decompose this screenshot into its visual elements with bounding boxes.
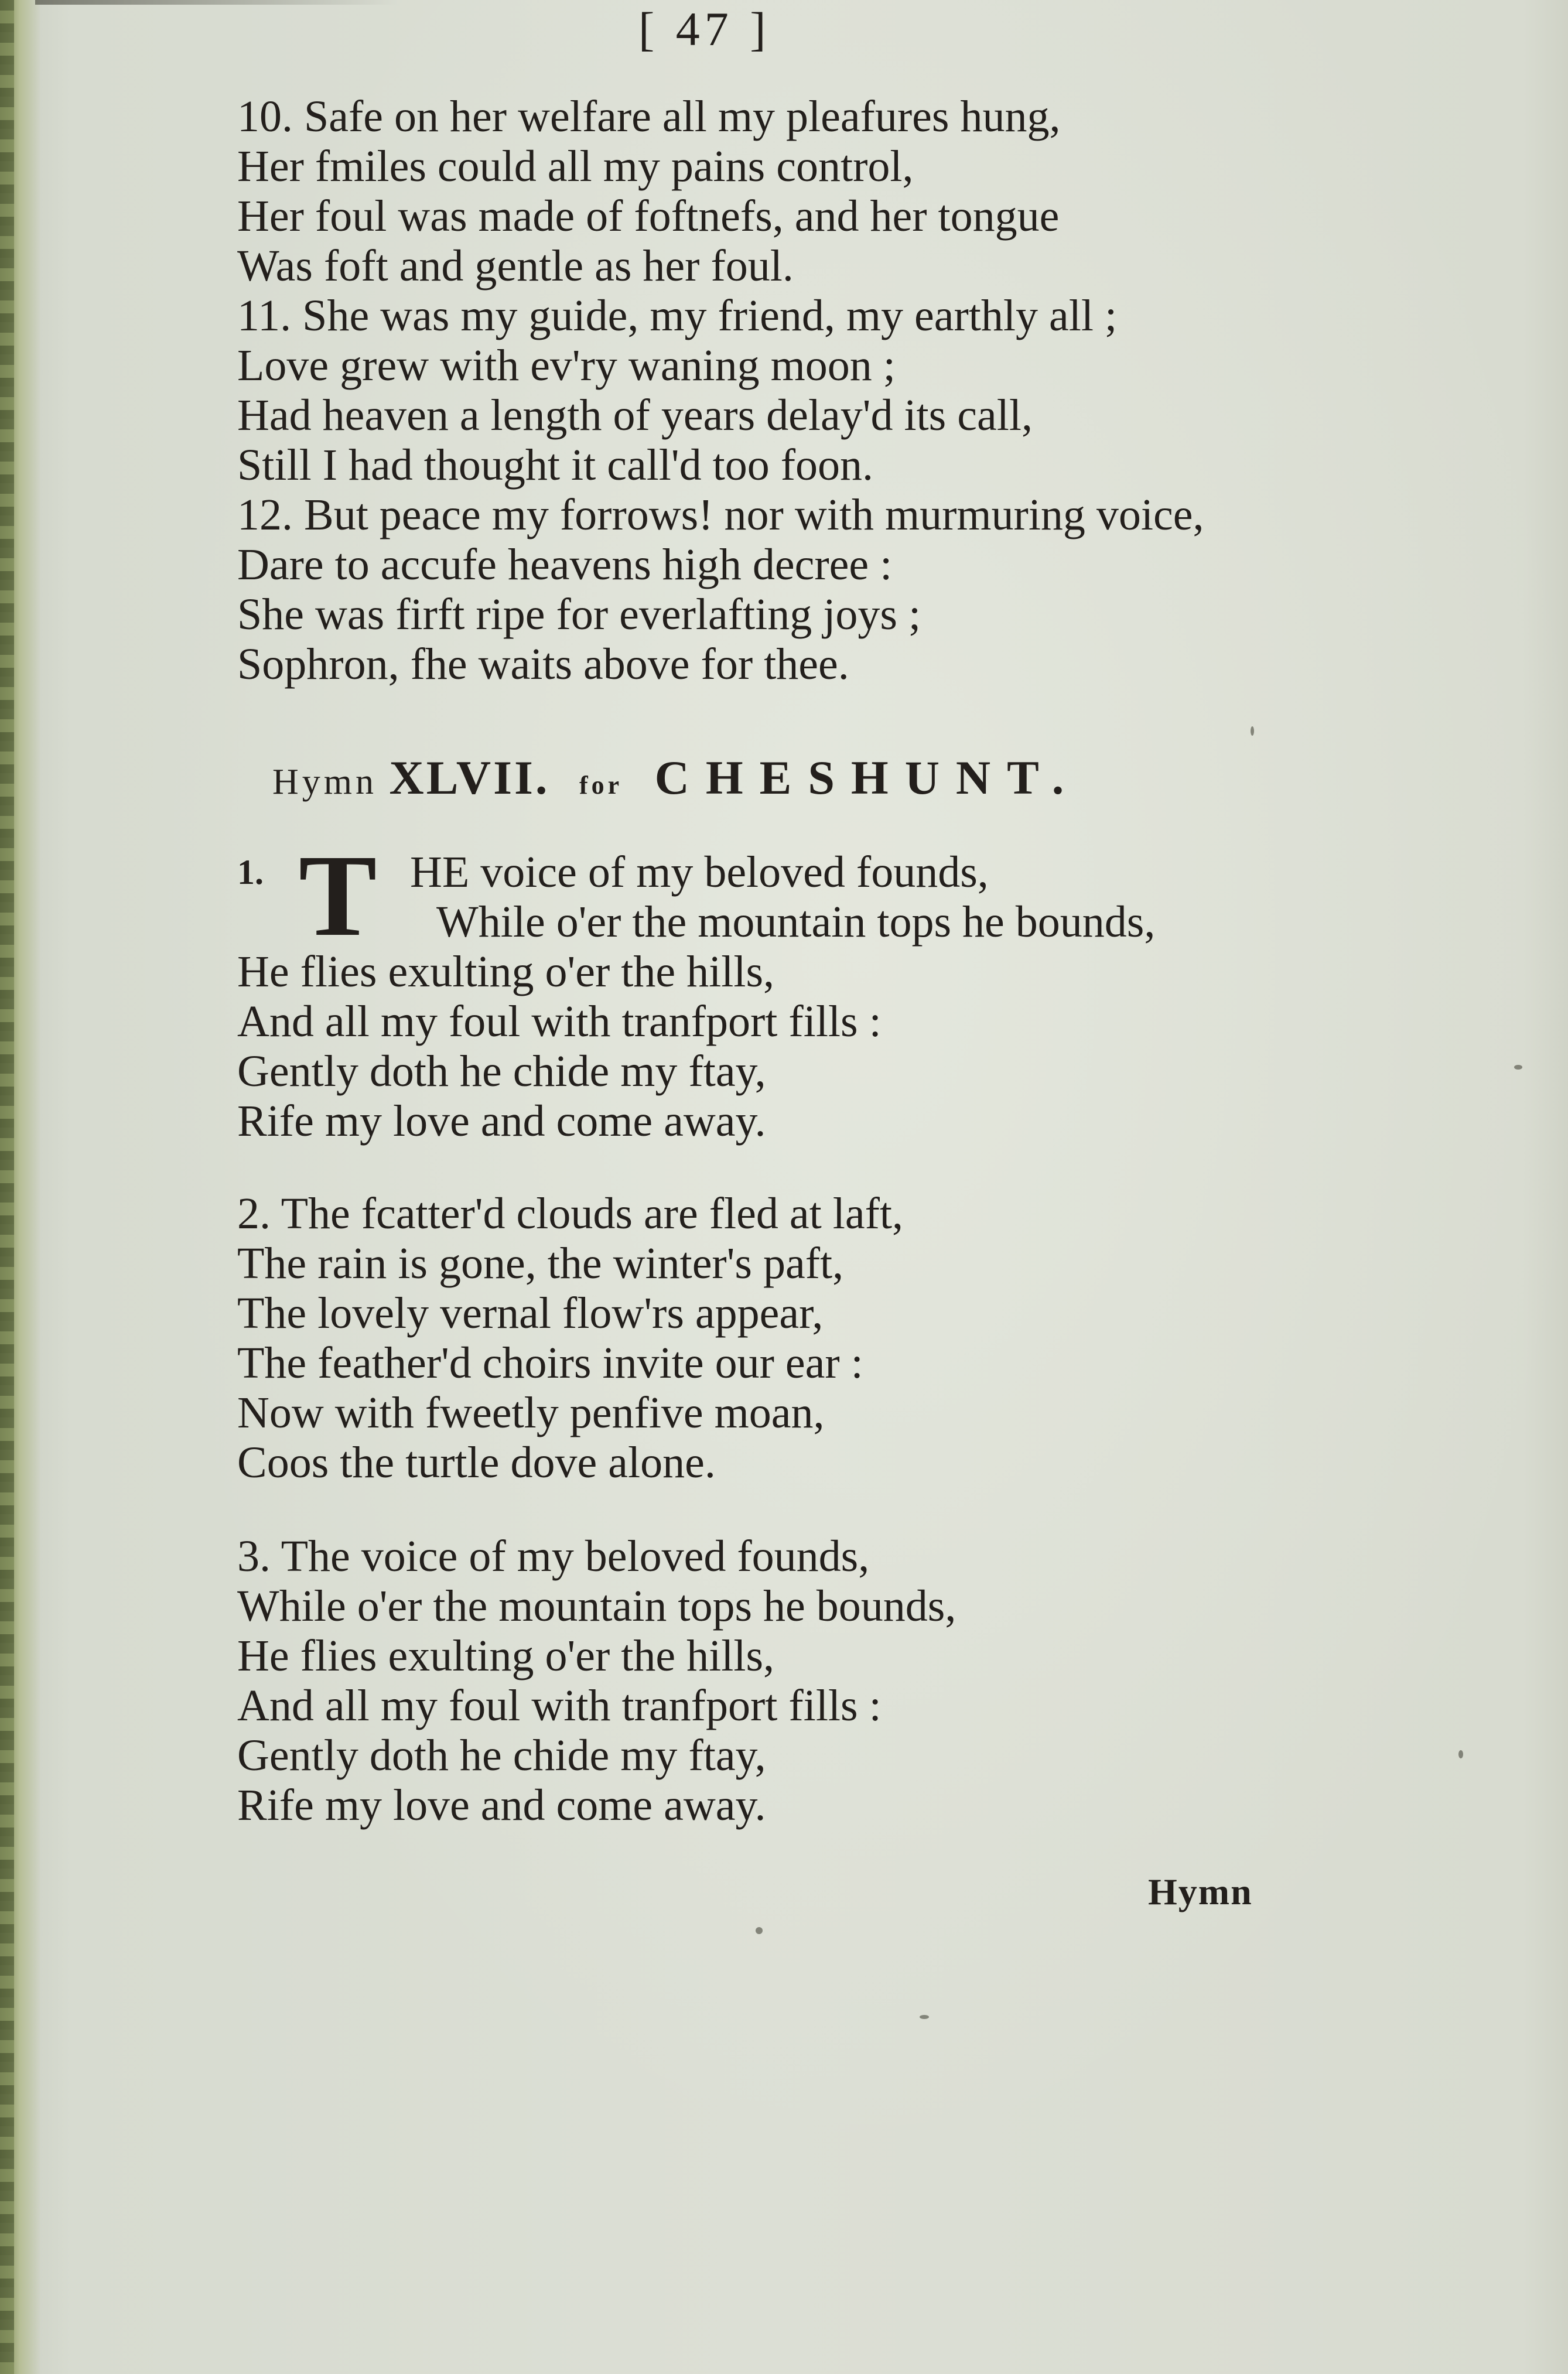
previous-hymn-stanzas <box>237 92 1204 689</box>
verse-line: While o'er the mountain tops he bounds, <box>436 897 1156 947</box>
stanza-2 <box>237 1189 903 1488</box>
top-edge-shadow <box>35 0 398 5</box>
verse-line: Was foft and gentle as her foul. <box>237 241 794 291</box>
drop-cap: T <box>299 831 377 961</box>
hymn-title <box>272 749 1080 815</box>
verse-line: She was firft ripe for everlafting joys ; <box>237 590 921 639</box>
verse-line: The rain is gone, the winter's paft, <box>237 1239 844 1288</box>
verse-line: Rife my love and come away. <box>237 1097 766 1146</box>
verse-line: 2. The fcatter'd clouds are fled at laft, <box>237 1189 903 1238</box>
paper-speck <box>920 2015 929 2019</box>
verse-line: 12. But peace my forrows! nor with murmuring voice, <box>237 490 1204 539</box>
stanza-1-body <box>237 947 882 1146</box>
verse-line: 10. Safe on her welfare all my pleafures hung, <box>237 92 1061 141</box>
hymn-for: for <box>579 771 623 800</box>
verse-line: Her foul was made of foftnefs, and her tongue <box>237 192 1060 241</box>
verse-line: Still I had thought it call'd too foon. <box>237 440 874 490</box>
verse-line: He flies exulting o'er the hills, <box>237 947 775 996</box>
verse-line: And all my foul with tranfport fills : <box>237 997 882 1046</box>
stanza-3 <box>237 1532 956 1830</box>
verse-line: Dare to accufe heavens high decree : <box>237 540 893 589</box>
verse-line: 3. The voice of my beloved founds, <box>237 1532 870 1581</box>
paper-speck <box>1458 1750 1463 1758</box>
stanza-number: 1. <box>237 853 264 891</box>
paper-speck <box>756 1927 763 1934</box>
verse-line: He flies exulting o'er the hills, <box>237 1631 775 1680</box>
verse-line: HE voice of my beloved founds, <box>410 848 989 897</box>
verse-line: Had heaven a length of years delay'd its call, <box>237 391 1033 440</box>
verse-line: Rife my love and come away. <box>237 1781 766 1830</box>
paper-speck <box>1251 726 1254 736</box>
verse-line: The lovely vernal flow'rs appear, <box>237 1289 824 1338</box>
catchword: Hymn <box>1148 1871 1253 1912</box>
verse-line: Her fmiles could all my pains control, <box>237 142 914 191</box>
verse-line: Gently doth he chide my ftay, <box>237 1047 766 1096</box>
verse-line: Gently doth he chide my ftay, <box>237 1731 766 1780</box>
page-number: [ 47 ] <box>638 2 771 56</box>
verse-line: The feather'd choirs invite our ear : <box>237 1338 863 1388</box>
paper-speck <box>1514 1065 1522 1070</box>
verse-line: And all my foul with tranfport fills : <box>237 1681 882 1730</box>
binding-edge <box>0 0 14 2374</box>
hymn-number: XLVII. <box>389 751 550 804</box>
verse-line: Coos the turtle dove alone. <box>237 1438 716 1487</box>
verse-line: Love grew with ev'ry waning moon ; <box>237 341 896 390</box>
verse-line: 11. She was my guide, my friend, my earthly all ; <box>237 291 1118 340</box>
verse-line: While o'er the mountain tops he bounds, <box>237 1581 956 1631</box>
verse-line: Now with fweetly penfive moan, <box>237 1388 825 1437</box>
hymn-label: Hymn <box>272 762 377 802</box>
verse-line: Sophron, fhe waits above for thee. <box>237 640 849 689</box>
hymn-tune-name: CHESHUNT. <box>654 751 1081 804</box>
